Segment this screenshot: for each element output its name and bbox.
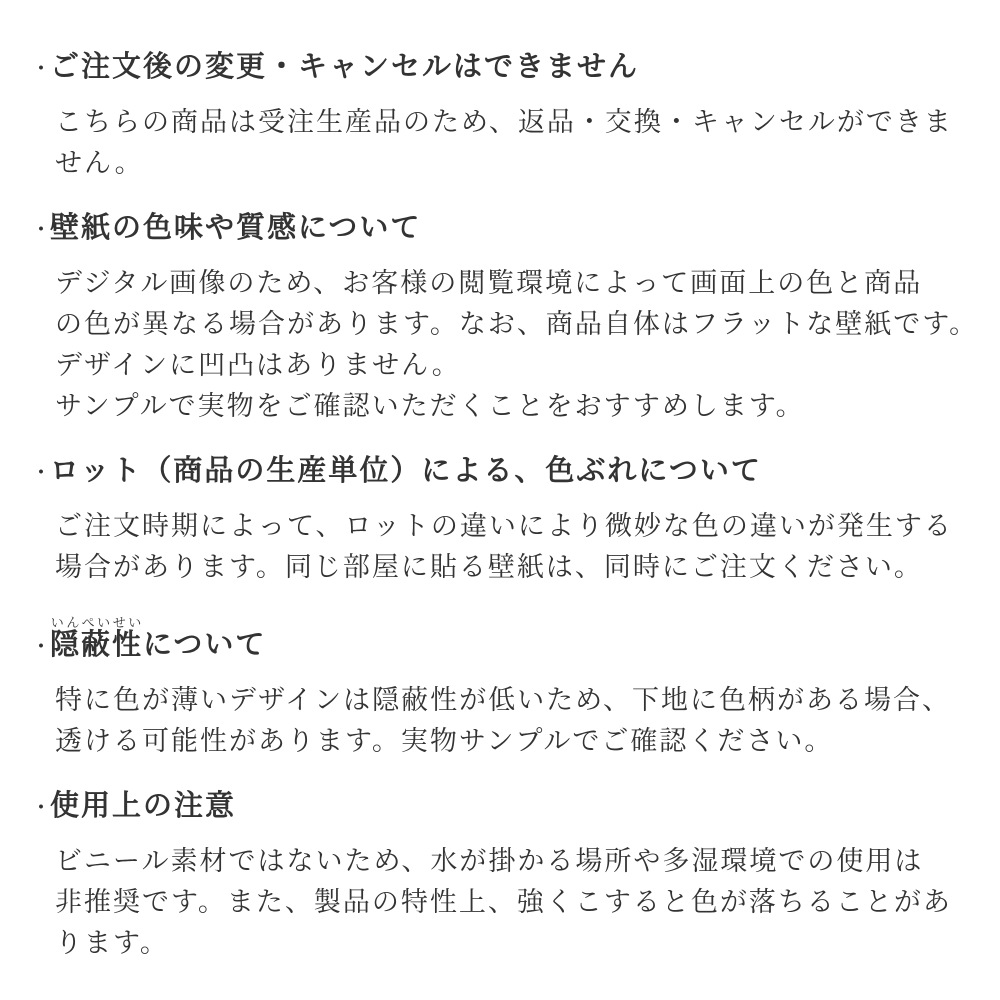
note-body <box>30 263 979 427</box>
note-heading-row <box>30 615 970 664</box>
note-body-line: 特に色が薄いデザインは隠蔽性が低いため、下地に色柄がある場合、 <box>55 685 952 715</box>
note-body-line: ご注文時期によって、ロットの違いにより微妙な色の違いが発生する <box>55 511 953 541</box>
note-body-line: 透ける可能性があります。実物サンプルでご確認ください。 <box>55 726 834 756</box>
heading-rest-text: について <box>143 629 267 661</box>
note-body-line: ビニール素材ではないため、水が掛かる場所や多湿環境での使用は <box>55 846 924 876</box>
note-section-lot-variation <box>30 454 970 588</box>
bullet-marker: ・ <box>30 56 53 81</box>
note-body-line: ります。 <box>55 928 169 958</box>
note-section-color-texture <box>30 211 979 427</box>
note-body-line: の色が異なる場合があります。なお、商品自体はフラットな壁紙です。 <box>55 309 979 339</box>
note-body-line: こちらの商品は受注生産品のため、返品・交換・キャンセルができま <box>55 107 953 137</box>
note-body <box>30 841 970 964</box>
bullet-marker: ・ <box>30 795 53 820</box>
note-body-line: デジタル画像のため、お客様の閲覧環境によって画面上の色と商品 <box>55 268 923 298</box>
note-heading: 壁紙の色味や質感について <box>50 212 422 244</box>
ruby-heading-term <box>50 615 144 661</box>
note-heading-row <box>30 211 970 247</box>
ruby-base-text: 隠蔽性 <box>50 629 144 661</box>
furigana-text: いんぺいせい <box>50 615 144 630</box>
note-heading: ロット（商品の生産単位）による、色ぶれについて <box>50 455 762 487</box>
note-body <box>30 102 970 184</box>
note-body <box>30 506 970 588</box>
note-body <box>30 680 970 762</box>
note-body-line: せん。 <box>55 148 144 178</box>
bullet-marker: ・ <box>30 634 53 659</box>
note-heading-row <box>30 50 970 86</box>
note-heading: ご注文後の変更・キャンセルはできません <box>50 51 640 83</box>
note-body-line: サンプルで実物をご確認いただくことをおすすめします。 <box>55 391 805 421</box>
bullet-marker: ・ <box>30 217 53 242</box>
note-body-line: デザインに凹凸はありません。 <box>55 350 461 380</box>
note-heading-row <box>30 454 970 490</box>
note-heading <box>50 615 266 662</box>
note-heading: 使用上の注意 <box>50 790 237 822</box>
note-body-line: 場合があります。同じ部屋に貼る壁紙は、同時にご注文ください。 <box>55 552 923 582</box>
note-section-cancel-policy <box>30 50 970 184</box>
note-section-usage-caution <box>30 789 970 964</box>
bullet-marker: ・ <box>30 460 53 485</box>
note-section-opacity <box>30 615 970 762</box>
note-body-line: 非推奨です。また、製品の特性上、強くこすると色が落ちることがあ <box>55 887 952 917</box>
note-heading-row <box>30 789 970 825</box>
